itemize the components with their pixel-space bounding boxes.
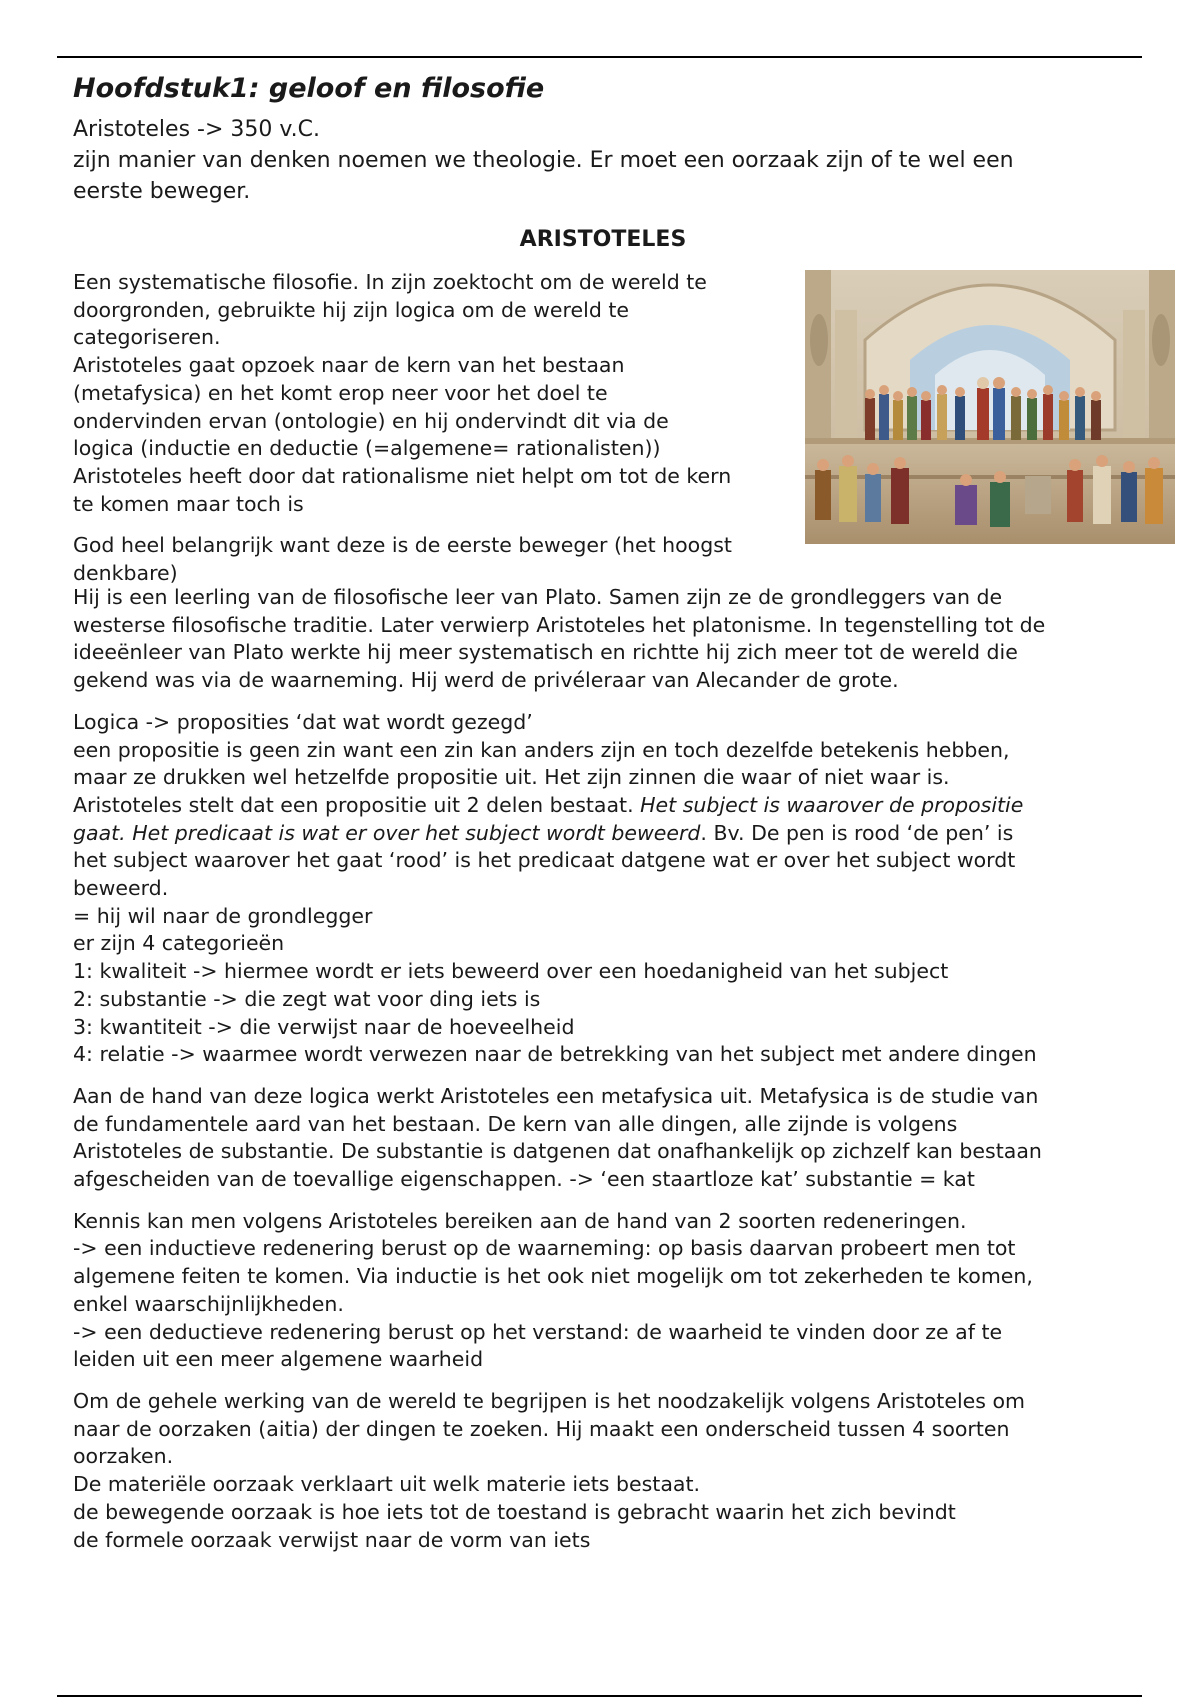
- text-line: de fundamentele aard van het bestaan. De kern van alle dingen, alle zijnde is volgens: [73, 1111, 958, 1136]
- text-line: -> een inductieve redenering berust op de waarneming: op basis daarvan probeert men tot: [73, 1236, 1016, 1261]
- text-line: logica (inductie en deductie (=algemene= rationalisten)): [73, 436, 661, 461]
- text-segment: . Bv. De pen is rood ‘de pen’ is: [700, 820, 1014, 845]
- text-line: (metafysica) en het komt erop neer voor het doel te: [73, 380, 608, 405]
- text-line: enkel waarschijnlijkheden.: [73, 1291, 344, 1316]
- text-line: westerse filosofische traditie. Later verwierp Aristoteles het platonisme. In tegenstelling tot de: [73, 612, 1046, 637]
- text-line: er zijn 4 categorieën: [73, 931, 285, 956]
- text-line: Logica -> proposities ‘dat wat wordt gezegd’: [73, 709, 533, 734]
- list-item: 3: kwantiteit -> die verwijst naar de hoeveelheid: [73, 1014, 575, 1039]
- intro-paragraph: [73, 114, 1133, 207]
- italic-segment: gaat. Het predicaat is wat er over het subject wordt beweerd: [73, 820, 701, 845]
- paragraph-plato: [73, 584, 1133, 695]
- text-line: algemene feiten te komen. Via inductie is het ook niet mogelijk om tot zekerheden te komen,: [73, 1264, 1033, 1289]
- text-line: Aristoteles heeft door dat rationalisme niet helpt om tot de kern: [73, 463, 732, 488]
- text-line: [73, 792, 1133, 820]
- chapter-heading: Hoofdstuk1: geloof en filosofie: [73, 73, 545, 104]
- text-line: oorzaken.: [73, 1444, 174, 1469]
- text-line: naar de oorzaken (aitia) der dingen te zoeken. Hij maakt een onderscheid tussen 4 soorten: [73, 1416, 1010, 1441]
- text-line: Hij is een leerling van de filosofische leer van Plato. Samen zijn ze de grondleggers van de: [73, 585, 1003, 609]
- document-page: [73, 70, 1133, 1568]
- text-line: God heel belangrijk want deze is de eerste beweger (het hoogst: [73, 533, 732, 558]
- text-line: [73, 820, 1133, 848]
- section-title: ARISTOTELES: [519, 227, 687, 252]
- text-line: maar ze drukken wel hetzelfde propositie uit. Het zijn zinnen die waar of niet waar is.: [73, 765, 950, 790]
- text-line: leiden uit een meer algemene waarheid: [73, 1347, 484, 1372]
- school-of-athens-image: [805, 270, 1175, 544]
- intro-line: eerste beweger.: [73, 179, 251, 204]
- intro-line: zijn manier van denken noemen we theologie. Er moet een oorzaak zijn of te wel een: [73, 148, 1014, 173]
- text-line: te komen maar toch is: [73, 491, 304, 516]
- paragraph-logica: [73, 709, 1133, 1069]
- document-body: [73, 269, 1133, 1554]
- text-line: De materiële oorzaak verklaart uit welk materie iets bestaat.: [73, 1472, 700, 1497]
- text-line: denkbare): [73, 561, 178, 586]
- text-line: de bewegende oorzaak is hoe iets tot de toestand is gebracht waarin het zich bevindt: [73, 1499, 956, 1524]
- list-item: 2: substantie -> die zegt wat voor ding iets is: [73, 986, 541, 1011]
- paragraph-metafysica: [73, 1083, 1133, 1194]
- text-line: ondervinden ervan (ontologie) en hij ondervindt dit via de: [73, 408, 669, 433]
- text-line: afgescheiden van de toevallige eigenschappen. -> ‘een staartloze kat’ substantie = kat: [73, 1167, 975, 1192]
- text-line: Aristoteles de substantie. De substantie is datgenen dat onafhankelijk op zichzelf kan bestaan: [73, 1139, 1042, 1164]
- text-line: Aristoteles gaat opzoek naar de kern van het bestaan: [73, 353, 625, 378]
- intro-with-image: [73, 269, 1133, 584]
- text-line: ideeënleer van Plato werkte hij meer systematisch en richtte hij zich meer tot de wereld die: [73, 640, 1018, 665]
- text-line: Aan de hand van deze logica werkt Aristoteles een metafysica uit. Metafysica is de studie van: [73, 1083, 1039, 1108]
- text-line: Een systematische filosofie. In zijn zoektocht om de wereld te: [73, 270, 707, 294]
- text-line: Kennis kan men volgens Aristoteles bereiken aan de hand van 2 soorten redeneringen.: [73, 1208, 967, 1233]
- paragraph-kennis: [73, 1208, 1133, 1374]
- text-line: beweerd.: [73, 876, 169, 901]
- text-line: doorgronden, gebruikte hij zijn logica om de wereld te: [73, 297, 630, 322]
- footer-rule: [57, 1695, 1142, 1697]
- paragraph-systematic: [73, 269, 793, 518]
- text-line: het subject waarover het gaat ‘rood’ is het predicaat datgene wat er over het subject wordt: [73, 848, 1016, 873]
- text-line: een propositie is geen zin want een zin kan anders zijn en toch dezelfde betekenis hebben,: [73, 737, 1010, 762]
- text-line: gekend was via de waarneming. Hij werd de privéleraar van Alecander de grote.: [73, 668, 899, 693]
- text-line: = hij wil naar de grondlegger: [73, 903, 373, 928]
- header-rule: [57, 56, 1142, 58]
- text-line: categoriseren.: [73, 325, 221, 350]
- text-line: Om de gehele werking van de wereld te begrijpen is het noodzakelijk volgens Aristoteles om: [73, 1388, 1025, 1413]
- text-segment: Aristoteles stelt dat een propositie uit 2 delen bestaat.: [73, 792, 641, 817]
- intro-line: Aristoteles -> 350 v.C.: [73, 117, 321, 142]
- text-line: de formele oorzaak verwijst naar de vorm van iets: [73, 1527, 591, 1552]
- list-item: 1: kwaliteit -> hiermee wordt er iets beweerd over een hoedanigheid van het subject: [73, 959, 949, 984]
- paragraph-oorzaken: [73, 1388, 1133, 1554]
- paragraph-god: [73, 532, 793, 587]
- list-item: 4: relatie -> waarmee wordt verwezen naar de betrekking van het subject met andere dingen: [73, 1042, 1037, 1067]
- italic-segment: Het subject is waarover de propositie: [640, 792, 1024, 817]
- text-line: -> een deductieve redenering berust op het verstand: de waarheid te vinden door ze af te: [73, 1319, 1003, 1344]
